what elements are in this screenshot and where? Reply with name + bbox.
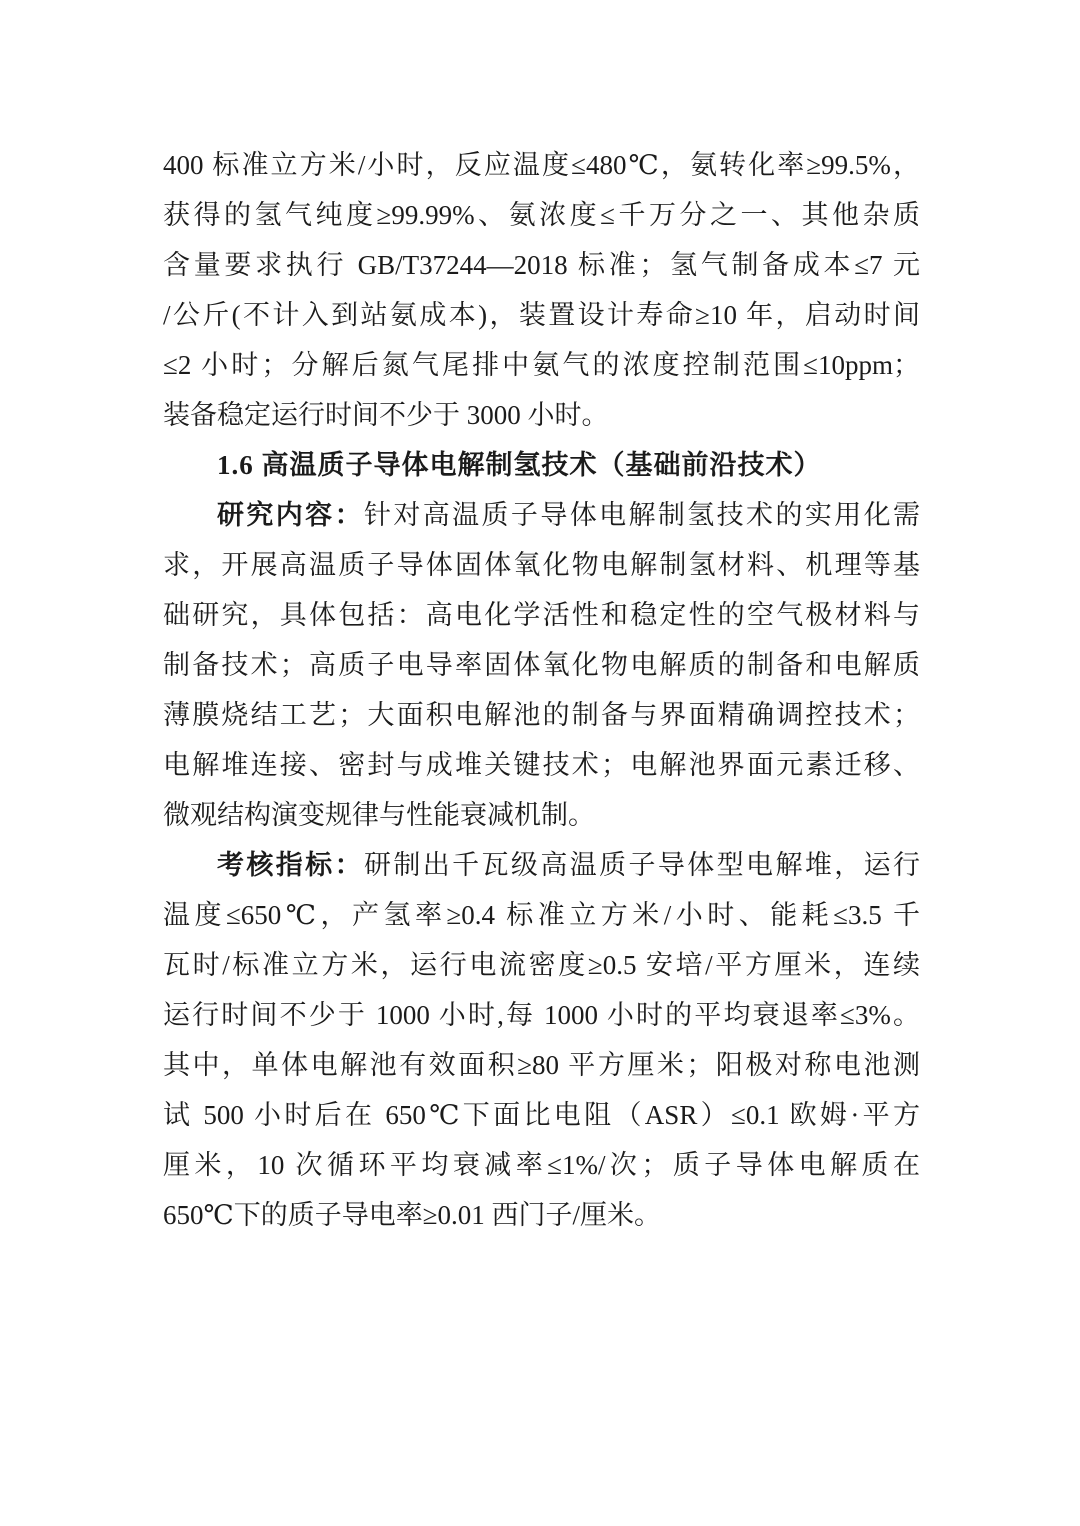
text-line: 其中，单体电解池有效面积≥80 平方厘米；阳极对称电池测 <box>163 1050 920 1080</box>
text-line-segment: 研制出千瓦级高温质子导体型电解堆，运行 <box>363 850 921 880</box>
text-line: 薄膜烧结工艺；大面积电解池的制备与界面精确调控技术； <box>163 700 920 730</box>
text-line: 瓦时/标准立方米，运行电流密度≥0.5 安培/平方厘米，连续 <box>163 950 920 980</box>
text-line: 制备技术；高质子电导率固体氧化物电解质的制备和电解质 <box>163 650 920 680</box>
text-line: 求，开展高温质子导体固体氧化物电解制氢材料、机理等基 <box>163 550 920 580</box>
document-text-block <box>163 140 920 1240</box>
section-heading-1-6: 1.6 高温质子导体电解制氢技术（基础前沿技术） <box>217 450 822 480</box>
text-line: 础研究，具体包括：高电化学活性和稳定性的空气极材料与 <box>163 600 920 630</box>
text-line: 试 500 小时后在 650℃下面比电阻（ASR）≤0.1 欧姆·平方 <box>163 1100 920 1130</box>
text-line: 厘米，10 次循环平均衰减率≤1%/次；质子导体电解质在 <box>163 1150 920 1180</box>
text-line: 含量要求执行 GB/T37244—2018 标准；氢气制备成本≤7 元 <box>163 250 920 280</box>
research-content-label: 研究内容： <box>217 500 364 530</box>
text-line <box>163 490 920 540</box>
text-line-segment: 针对高温质子导体电解制氢技术的实用化需 <box>363 500 921 530</box>
text-line: 装备稳定运行时间不少于 3000 小时。 <box>163 400 609 430</box>
text-line: 温度≤650℃，产氢率≥0.4 标准立方米/小时、能耗≤3.5 千 <box>163 900 920 930</box>
text-line: 400 标准立方米/小时，反应温度≤480℃，氨转化率≥99.5%， <box>163 150 920 180</box>
text-line: 运行时间不少于 1000 小时,每 1000 小时的平均衰退率≤3%。 <box>163 1000 920 1030</box>
text-line: /公斤(不计入到站氨成本)，装置设计寿命≥10 年，启动时间 <box>163 300 920 330</box>
text-line: 微观结构演变规律与性能衰减机制。 <box>163 800 595 830</box>
text-line: 电解堆连接、密封与成堆关键技术；电解池界面元素迁移、 <box>163 750 920 780</box>
text-line: 获得的氢气纯度≥99.99%、氨浓度≤千万分之一、其他杂质 <box>163 200 920 230</box>
text-line: ≤2 小时；分解后氮气尾排中氨气的浓度控制范围≤10ppm； <box>163 350 920 380</box>
assessment-metrics-label: 考核指标： <box>217 850 364 880</box>
text-line <box>163 840 920 890</box>
text-line: 650℃下的质子导电率≥0.01 西门子/厘米。 <box>163 1200 662 1230</box>
